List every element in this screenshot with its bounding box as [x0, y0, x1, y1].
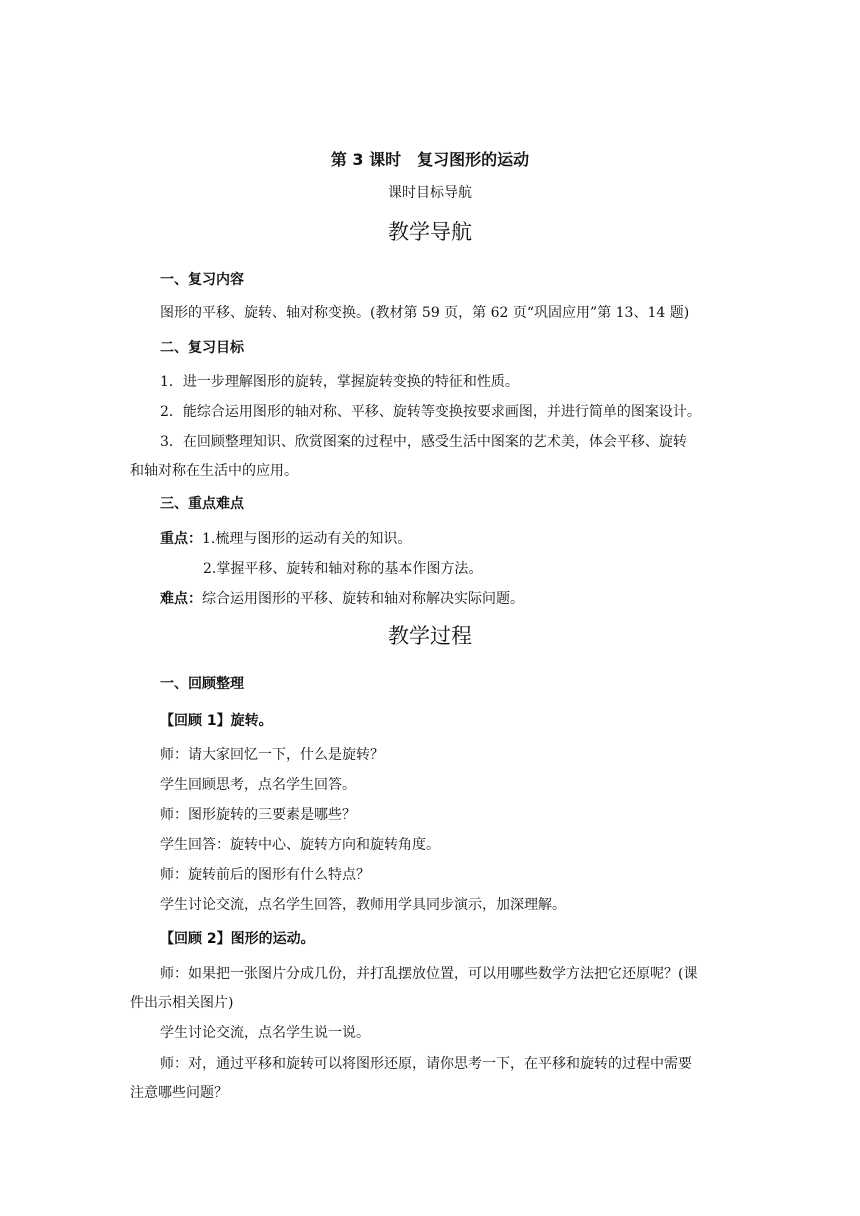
nav-heading: 教学导航	[388, 220, 472, 244]
review-1-line-4: 学生回答：旋转中心、旋转方向和旋转角度。	[160, 837, 440, 853]
process-heading: 教学过程	[388, 624, 472, 648]
key-point-2: 2.掌握平移、旋转和轴对称的基本作图方法。	[203, 561, 483, 577]
goal-item-2: 2．能综合运用图形的轴对称、平移、旋转等变换按要求画图，并进行简单的图案设计。	[160, 404, 701, 420]
review-1-line-5: 师：旋转前后的图形有什么特点？	[160, 867, 370, 883]
section-heading-review-content: 一、复习内容	[160, 272, 244, 288]
difficulty-text: 综合运用图形的平移、旋转和轴对称解决实际问题。	[202, 591, 524, 607]
review-1-line-1: 师：请大家回忆一下，什么是旋转？	[160, 747, 384, 763]
key-point-1	[160, 529, 411, 549]
section-heading-review-organize: 一、回顾整理	[160, 676, 244, 692]
key-label: 重点：	[160, 531, 202, 547]
review-2-line-5: 注意哪些问题？	[130, 1085, 228, 1101]
review-1-line-2: 学生回顾思考，点名学生回答。	[160, 777, 356, 793]
goal-item-3: 3．在回顾整理知识、欣赏图案的过程中，感受生活中图案的艺术美，体会平移、旋转	[160, 434, 687, 450]
section-heading-review-goals: 二、复习目标	[160, 340, 244, 356]
review-2-line-2: 件出示相关图片)	[130, 995, 234, 1011]
section-heading-key-points: 三、重点难点	[160, 496, 244, 512]
goal-item-3-continued: 和轴对称在生活中的应用。	[130, 463, 298, 479]
review-2-line-1: 师：如果把一张图片分成几份，并打乱摆放位置，可以用哪些数学方法把它还原呢？(课	[160, 966, 698, 982]
review-2-line-3: 学生讨论交流，点名学生说一说。	[160, 1025, 370, 1041]
difficulty-label: 难点：	[160, 591, 202, 607]
review-1-title: 【回顾 1】旋转。	[160, 713, 273, 729]
key-point-1-text: 1.梳理与图形的运动有关的知识。	[202, 531, 412, 547]
page-subtitle: 课时目标导航	[388, 185, 472, 201]
review-content-text: 图形的平移、旋转、轴对称变换。(教材第 59 页，第 62 页“巩固应用”第 13、14 题)	[160, 305, 690, 321]
review-2-title: 【回顾 2】图形的运动。	[160, 931, 315, 947]
difficulty	[160, 589, 524, 609]
review-1-line-6: 学生讨论交流，点名学生回答，教师用学具同步演示，加深理解。	[160, 897, 566, 913]
lesson-title: 第 3 课时 复习图形的运动	[330, 150, 530, 169]
review-1-line-3: 师：图形旋转的三要素是哪些？	[160, 807, 356, 823]
goal-item-1: 1．进一步理解图形的旋转，掌握旋转变换的特征和性质。	[160, 374, 519, 390]
review-2-line-4: 师：对，通过平移和旋转可以将图形还原，请你思考一下，在平移和旋转的过程中需要	[160, 1056, 692, 1072]
